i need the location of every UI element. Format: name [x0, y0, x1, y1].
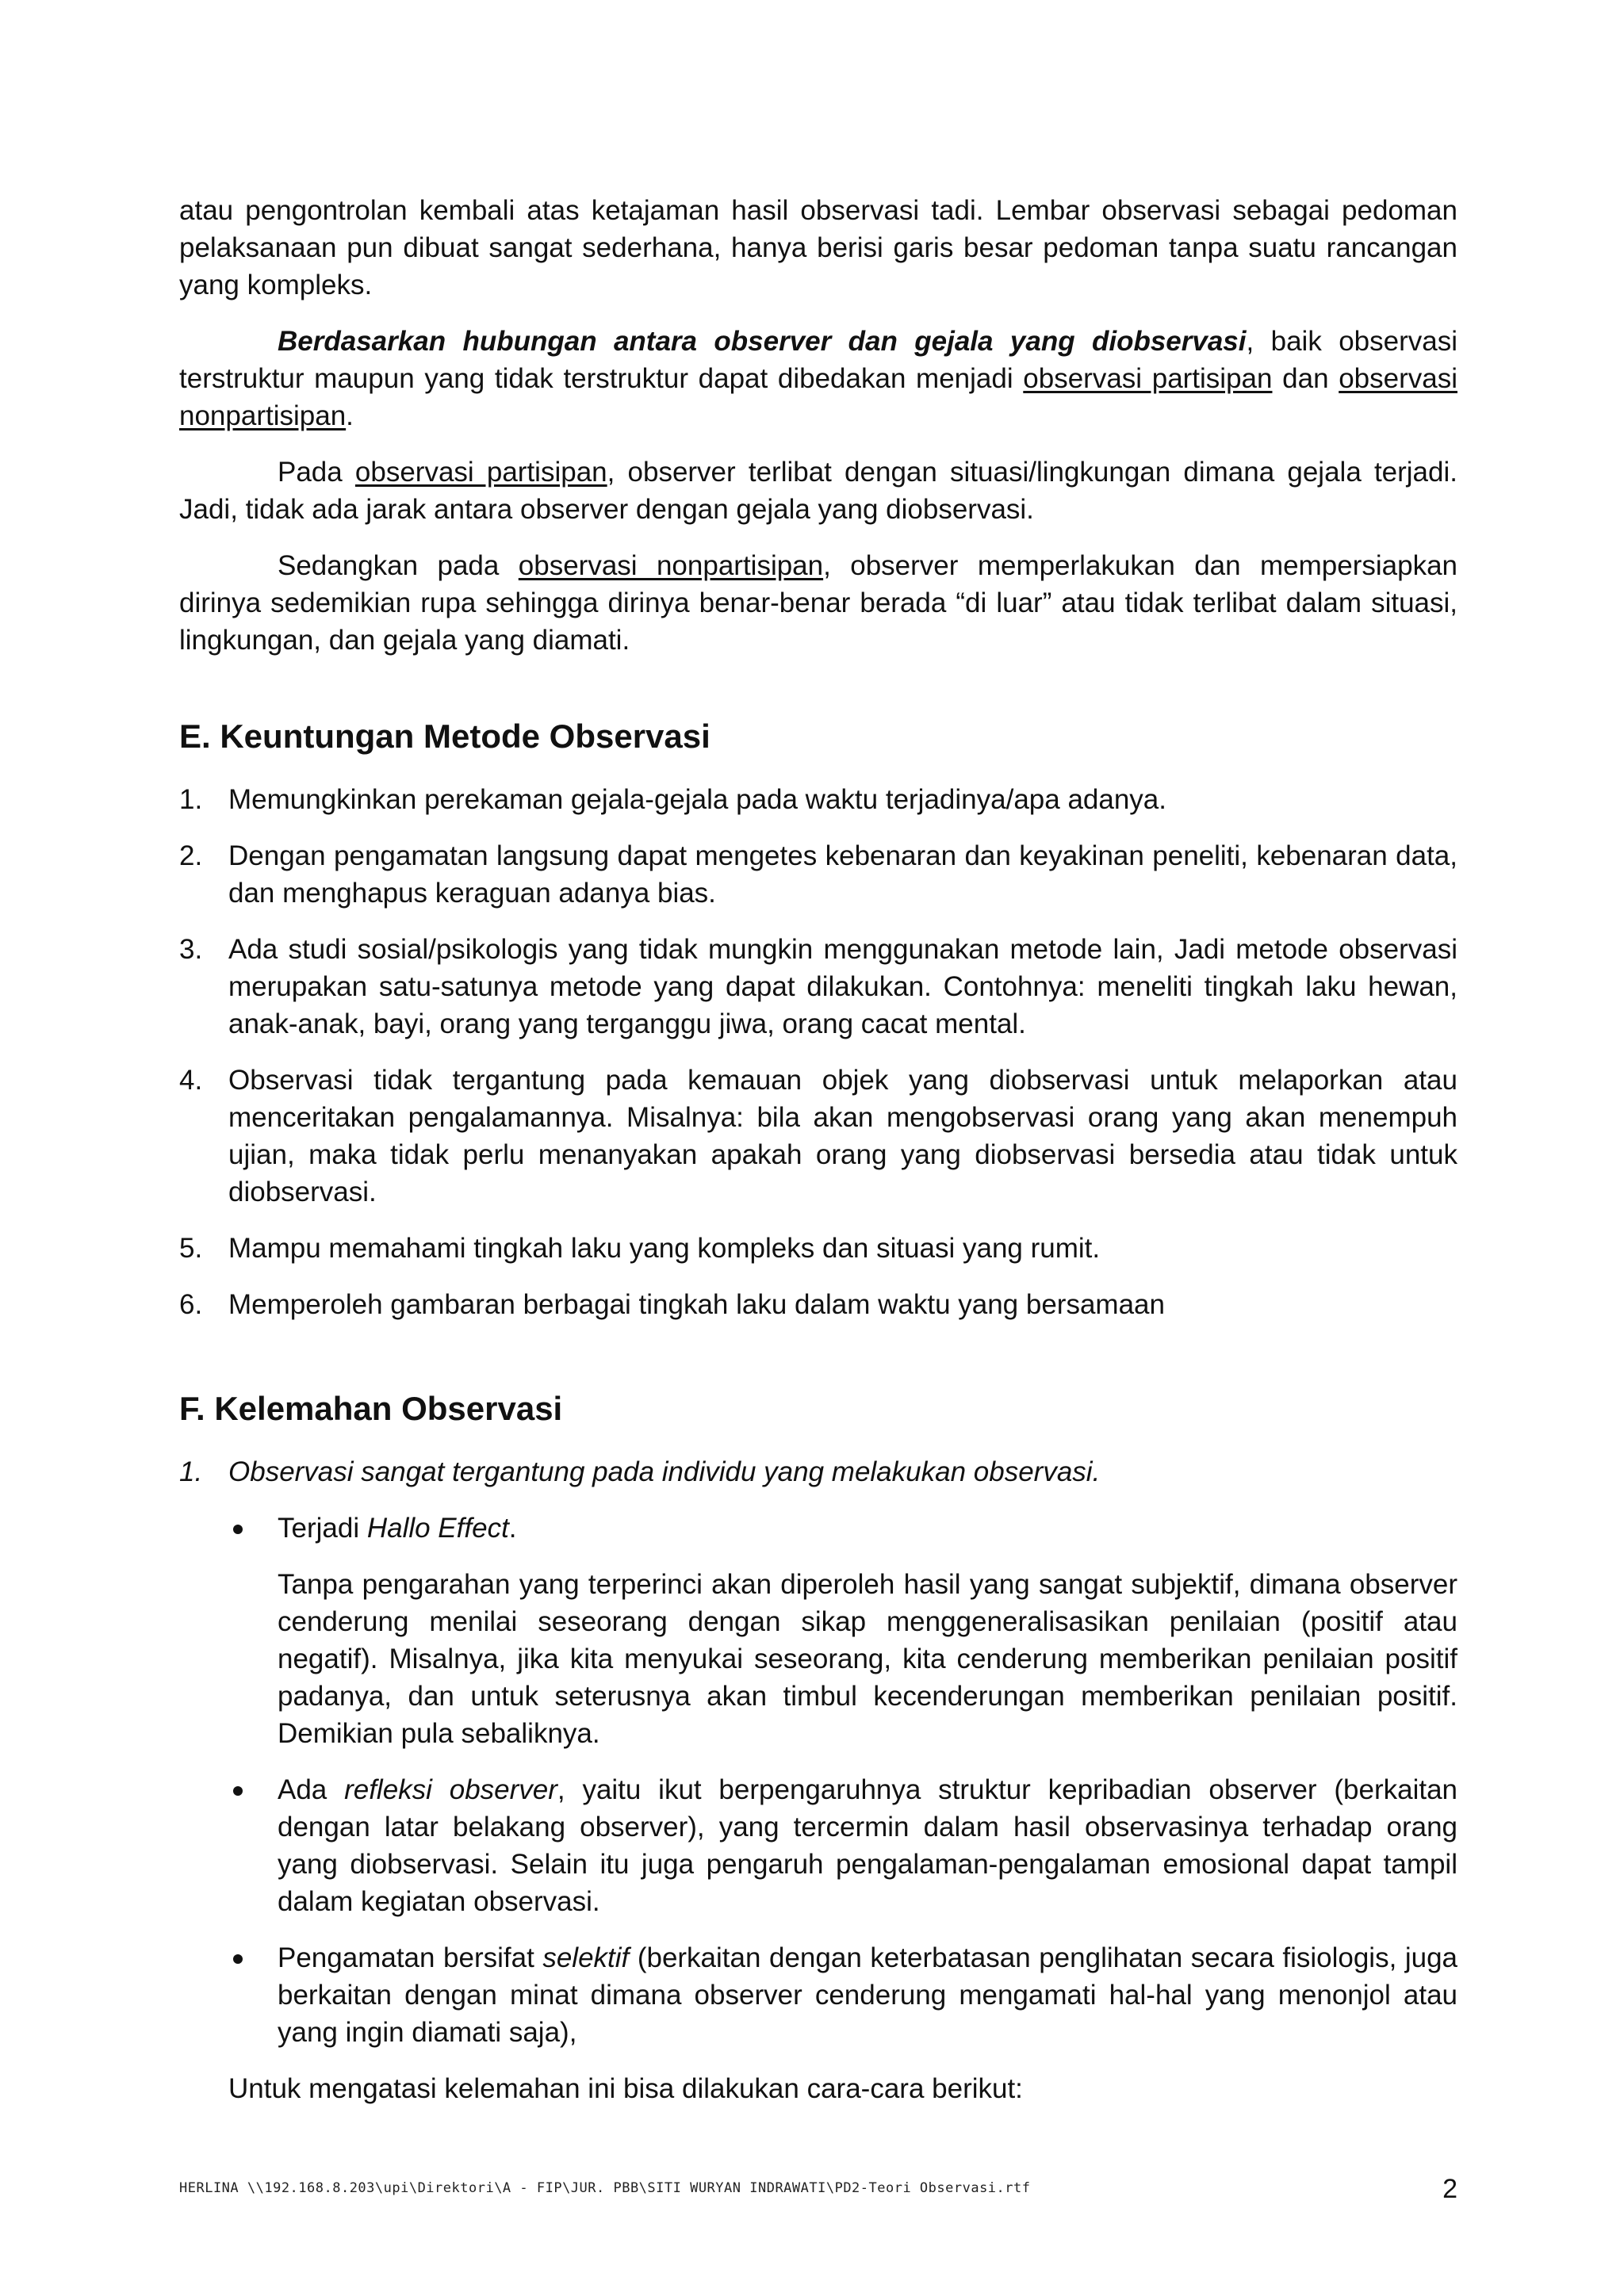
intro-paragraph-4 [179, 547, 1457, 659]
section-heading-f: F. Kelemahan Observasi [179, 1390, 563, 1427]
weakness-item-1 [179, 1453, 1457, 1490]
text-run: . [508, 1513, 517, 1544]
text-run: Pada [278, 457, 355, 488]
list-item [179, 837, 1457, 912]
page-content [179, 192, 1457, 2107]
text-run: Sedangkan pada [278, 550, 519, 581]
list-item-text: Memperoleh gambaran berbagai tingkah laku dalam waktu yang bersamaan [228, 1289, 1165, 1320]
bullet-icon [233, 1954, 243, 1964]
section-heading-e: E. Keuntungan Metode Observasi [179, 718, 710, 755]
list-item [179, 1062, 1457, 1211]
list-item-text: Mampu memahami tingkah laku yang kompleks dan situasi yang rumit. [228, 1233, 1101, 1264]
weakness-bullets [179, 1510, 1457, 1547]
list-number: 1. [179, 784, 203, 815]
underlined-term: observasi nonpartisipan [518, 550, 824, 581]
list-number: 4. [179, 1065, 203, 1096]
intro-paragraph-2 [179, 323, 1457, 434]
list-number: 2. [179, 840, 203, 871]
bold-italic-phrase: Berdasarkan hubungan antara observer dan gejala yang diobservasi [278, 326, 1247, 357]
italic-term: refleksi observer [344, 1774, 557, 1805]
list-item [179, 781, 1457, 818]
text-run: (berkaitan dengan keterbatasan penglihatan secara fisiologis, juga berkaitan dengan minat dimana observer cenderung mengamati hal-hal yang menonjol atau yang ingin diamati saja), [278, 1942, 1457, 2048]
hallo-effect-explanation: Tanpa pengarahan yang terperinci akan diperoleh hasil yang sangat subjektif, dimana observer cenderung menilai seseorang dengan sikap menggeneralisasikan penilaian (positif atau negatif). Misalnya, jika kita menyukai seseorang, kita cenderung memberikan penilaian positif padanya, dan untuk seterusnya akan timbul kecenderungan memberikan penilaian positif. Demikian pula sebaliknya. [278, 1569, 1457, 1749]
closing-sentence: Untuk mengatasi kelemahan ini bisa dilakukan cara-cara berikut: [228, 2073, 1023, 2104]
text-run: Ada [278, 1774, 345, 1805]
page-number: 2 [1442, 2174, 1457, 2204]
list-item-text: Ada studi sosial/psikologis yang tidak mungkin menggunakan metode lain, Jadi metode observasi merupakan satu-satunya metode yang dapat dilakukan. Contohnya: meneliti tingkah laku hewan, anak-anak, bayi, orang yang terganggu jiwa, orang cacat mental. [228, 934, 1457, 1039]
text-run: , observer memperlakukan dan mempersiapkan dirinya sedemikian rupa sehingga dirinya benar-benar berada “di luar” atau tidak terlibat dalam situasi, lingkungan, dan gejala yang diamati. [179, 550, 1458, 656]
footer-file-path: HERLINA \\192.168.8.203\upi\Direktori\A - FIP\JUR. PBB\SITI WURYAN INDRAWATI\PD2-Teori Observasi.rtf [179, 2180, 1031, 2196]
underlined-term: observasi partisipan [1023, 363, 1273, 394]
text-run: . [346, 400, 354, 431]
text-run: , baik observasi terstruktur maupun yang tidak terstruktur dapat dibedakan menjadi [179, 326, 1458, 394]
bullet-item-refleksi-observer [228, 1771, 1457, 1920]
intro-paragraph-3 [179, 453, 1457, 528]
list-item-text: Memungkinkan perekaman gejala-gejala pada waktu terjadinya/apa adanya. [228, 784, 1166, 815]
bullet-item-hallo-effect [228, 1510, 1457, 1547]
list-item-text: Dengan pengamatan langsung dapat mengetes kebenaran dan keyakinan peneliti, kebenaran data, dan menghapus keraguan adanya bias. [228, 840, 1457, 909]
list-item-text: Observasi tidak tergantung pada kemauan objek yang diobservasi untuk melaporkan atau menceritakan pengalamannya. Misalnya: bila akan mengobservasi orang yang akan menempuh ujian, maka tidak perlu menanyakan apakah orang yang diobservasi bersedia atau tidak untuk diobservasi. [228, 1065, 1457, 1207]
weakness-bullets-2 [179, 1771, 1457, 2051]
intro-paragraph-1: atau pengontrolan kembali atas ketajaman hasil observasi tadi. Lembar observasi sebagai pedoman pelaksanaan pun dibuat sangat sederhana, hanya berisi garis besar pedoman tanpa suatu rancangan yang kompleks. [179, 195, 1457, 300]
list-item-text: Observasi sangat tergantung pada individu yang melakukan observasi. [228, 1456, 1101, 1487]
bullet-icon [233, 1786, 243, 1796]
list-number: 1. [179, 1456, 203, 1487]
text-run: , observer terlibat dengan situasi/lingkungan dimana gejala terjadi. Jadi, tidak ada jarak antara observer dengan gejala yang diobservasi. [179, 457, 1457, 525]
bullet-item-selektif [228, 1939, 1457, 2051]
text-run: Terjadi [278, 1513, 367, 1544]
underlined-term: observasi nonpartisipan [179, 363, 1457, 431]
list-number: 3. [179, 934, 203, 965]
text-run: dan [1272, 363, 1339, 394]
list-item [179, 1230, 1457, 1267]
list-item [179, 931, 1457, 1043]
italic-term: Hallo Effect [366, 1513, 509, 1544]
list-number: 6. [179, 1289, 203, 1320]
list-number: 5. [179, 1233, 203, 1264]
text-run: , yaitu ikut berpengaruhnya struktur kepribadian observer (berkaitan dengan latar belakang observer), yang tercermin dalam hasil observasinya terhadap orang yang diobservasi. Selain itu juga pengaruh pengalaman-pengalaman emosional dapat tampil dalam kegiatan observasi. [278, 1774, 1458, 1917]
text-run: Pengamatan bersifat [278, 1942, 543, 1973]
page-footer [179, 2174, 1457, 2206]
underlined-term: observasi partisipan [354, 457, 607, 488]
list-item [179, 1286, 1457, 1323]
advantages-list [179, 781, 1457, 1323]
bullet-icon [233, 1525, 243, 1534]
italic-term: selektif [542, 1942, 630, 1973]
